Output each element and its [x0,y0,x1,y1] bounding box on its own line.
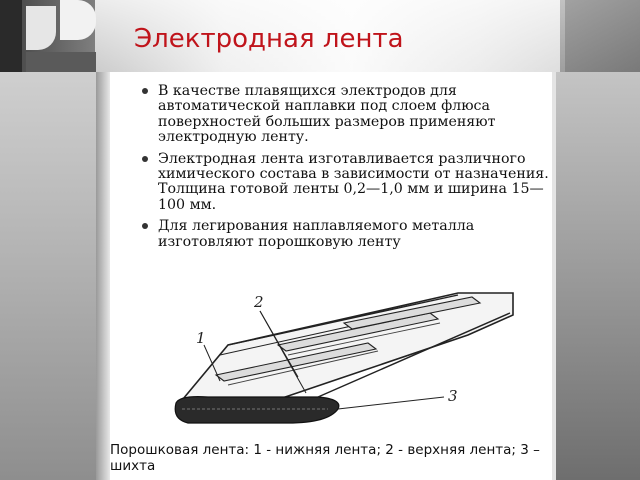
flux-cored-strip-drawing [168,285,518,433]
header-right-decoration [560,0,640,72]
bullet-dot-icon [142,223,148,229]
bullet-item [142,152,550,214]
slide-title: Электродная лента [134,24,404,54]
bullet-dot-icon [142,88,148,94]
left-side-decoration [0,72,106,480]
bullet-item [142,84,550,146]
corner-decoration [0,0,96,72]
bullet-text: Для легирования наплавляемого металла изготовляют порошковую ленту [158,218,475,250]
figure-caption: Порошковая лента: 1 - нижняя лента; 2 - верхняя лента; 3 – шихта [110,442,540,474]
right-side-decoration [556,72,640,480]
bullet-dot-icon [142,156,148,162]
flux-cored-strip-figure [168,285,518,433]
bullet-text: В качестве плавящихся электродов для автоматической наплавки под слоем флюса поверхностей больших размеров применяют электродную ленту. [158,83,496,146]
bullet-text: Электродная лента изготавливается различного химического состава в зависимости от назначения. Толщина готовой ленты 0,2—1,0 мм и ширина 15—100 мм. [158,150,549,213]
left-side-edge [96,72,110,480]
figure-label-1: 1 [196,329,206,347]
bullet-item [142,219,550,250]
figure-label-2: 2 [254,293,264,311]
figure-label-3: 3 [448,387,458,405]
bullet-list [142,84,550,256]
